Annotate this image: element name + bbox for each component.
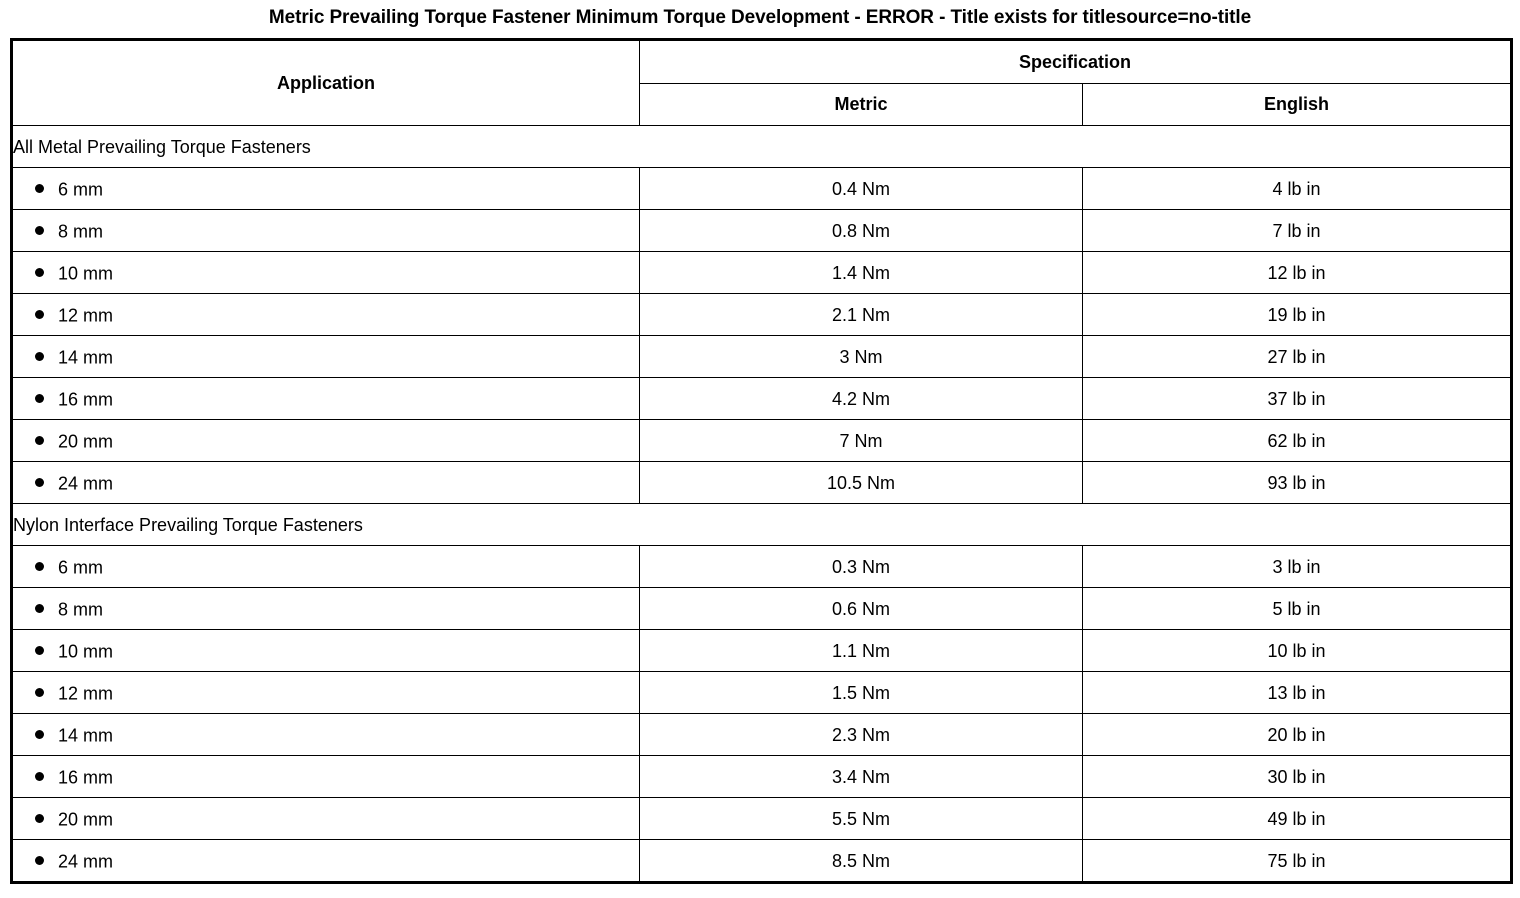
- row-application: [12, 378, 640, 420]
- row-metric-value: 7 Nm: [640, 420, 1083, 462]
- row-metric-value: 5.5 Nm: [640, 798, 1083, 840]
- table-row: [12, 840, 1512, 883]
- row-application: [12, 462, 640, 504]
- row-metric-value: 3.4 Nm: [640, 756, 1083, 798]
- bullet-icon: [35, 688, 44, 697]
- row-application-label: 24 mm: [58, 851, 114, 872]
- table-row: [12, 168, 1512, 210]
- table-row: [12, 252, 1512, 294]
- row-english-value: 7 lb in: [1083, 210, 1512, 252]
- row-english-value: 30 lb in: [1083, 756, 1512, 798]
- row-application-label: 14 mm: [58, 725, 114, 746]
- bullet-icon: [35, 646, 44, 655]
- table-row: [12, 672, 1512, 714]
- row-english-value: 4 lb in: [1083, 168, 1512, 210]
- row-application: [12, 672, 640, 714]
- row-metric-value: 0.8 Nm: [640, 210, 1083, 252]
- bullet-icon: [35, 394, 44, 403]
- row-application-label: 12 mm: [58, 305, 114, 326]
- row-application: [12, 168, 640, 210]
- table-row: [12, 294, 1512, 336]
- row-english-value: 3 lb in: [1083, 546, 1512, 588]
- table-row: [12, 336, 1512, 378]
- row-application: [12, 336, 640, 378]
- table-row: [12, 588, 1512, 630]
- table-row: [12, 378, 1512, 420]
- bullet-icon: [35, 604, 44, 613]
- table-row: [12, 630, 1512, 672]
- column-header-english: English: [1083, 83, 1512, 126]
- table-head: [12, 40, 1512, 126]
- table-group-row: [12, 126, 1512, 168]
- row-application: [12, 588, 640, 630]
- bullet-icon: [35, 226, 44, 235]
- row-english-value: 37 lb in: [1083, 378, 1512, 420]
- bullet-icon: [35, 352, 44, 361]
- row-metric-value: 0.4 Nm: [640, 168, 1083, 210]
- row-english-value: 27 lb in: [1083, 336, 1512, 378]
- column-header-metric: Metric: [640, 83, 1083, 126]
- table-row: [12, 210, 1512, 252]
- row-application-label: 6 mm: [58, 557, 103, 578]
- row-application: [12, 210, 640, 252]
- row-english-value: 20 lb in: [1083, 714, 1512, 756]
- bullet-icon: [35, 436, 44, 445]
- bullet-icon: [35, 184, 44, 193]
- row-application-label: 6 mm: [58, 179, 103, 200]
- row-application-label: 12 mm: [58, 683, 114, 704]
- row-metric-value: 1.5 Nm: [640, 672, 1083, 714]
- table-row: [12, 798, 1512, 840]
- row-metric-value: 1.1 Nm: [640, 630, 1083, 672]
- row-english-value: 93 lb in: [1083, 462, 1512, 504]
- row-metric-value: 2.1 Nm: [640, 294, 1083, 336]
- row-application-label: 8 mm: [58, 221, 103, 242]
- row-application-label: 20 mm: [58, 809, 114, 830]
- group-label-nylon-interface: Nylon Interface Prevailing Torque Fasteners: [12, 504, 1512, 546]
- column-header-specification: Specification: [640, 40, 1512, 84]
- row-application-label: 16 mm: [58, 389, 114, 410]
- row-application: [12, 840, 640, 883]
- row-application: [12, 798, 640, 840]
- row-english-value: 75 lb in: [1083, 840, 1512, 883]
- row-application-label: 14 mm: [58, 347, 114, 368]
- row-english-value: 19 lb in: [1083, 294, 1512, 336]
- row-application: [12, 756, 640, 798]
- table-header-row-1: [12, 40, 1512, 84]
- row-application-label: 10 mm: [58, 641, 114, 662]
- row-english-value: 5 lb in: [1083, 588, 1512, 630]
- row-application-label: 10 mm: [58, 263, 114, 284]
- row-english-value: 49 lb in: [1083, 798, 1512, 840]
- row-metric-value: 3 Nm: [640, 336, 1083, 378]
- row-application-label: 20 mm: [58, 431, 114, 452]
- group-label-all-metal: All Metal Prevailing Torque Fasteners: [12, 126, 1512, 168]
- row-metric-value: 0.3 Nm: [640, 546, 1083, 588]
- page-title: Metric Prevailing Torque Fastener Minimum Torque Development - ERROR - Title exists for titlesource=no-title: [268, 7, 1252, 28]
- bullet-icon: [35, 268, 44, 277]
- row-english-value: 10 lb in: [1083, 630, 1512, 672]
- table-row: [12, 756, 1512, 798]
- row-application: [12, 714, 640, 756]
- table-group-row: [12, 504, 1512, 546]
- table-row: [12, 546, 1512, 588]
- row-application-label: 16 mm: [58, 767, 114, 788]
- row-application-label: 8 mm: [58, 599, 103, 620]
- bullet-icon: [35, 772, 44, 781]
- row-metric-value: 8.5 Nm: [640, 840, 1083, 883]
- row-english-value: 12 lb in: [1083, 252, 1512, 294]
- row-application: [12, 420, 640, 462]
- row-application-label: 24 mm: [58, 473, 114, 494]
- row-application: [12, 546, 640, 588]
- row-metric-value: 4.2 Nm: [640, 378, 1083, 420]
- row-application: [12, 252, 640, 294]
- bullet-icon: [35, 478, 44, 487]
- bullet-icon: [35, 310, 44, 319]
- row-english-value: 62 lb in: [1083, 420, 1512, 462]
- table-row: [12, 462, 1512, 504]
- row-application: [12, 294, 640, 336]
- row-metric-value: 0.6 Nm: [640, 588, 1083, 630]
- row-metric-value: 10.5 Nm: [640, 462, 1083, 504]
- table-row: [12, 714, 1512, 756]
- row-application: [12, 630, 640, 672]
- row-metric-value: 2.3 Nm: [640, 714, 1083, 756]
- table-body: [12, 126, 1512, 883]
- table-row: [12, 420, 1512, 462]
- bullet-icon: [35, 562, 44, 571]
- bullet-icon: [35, 856, 44, 865]
- torque-specification-table: [10, 38, 1513, 884]
- bullet-icon: [35, 814, 44, 823]
- bullet-icon: [35, 730, 44, 739]
- row-metric-value: 1.4 Nm: [640, 252, 1083, 294]
- column-header-application: Application: [12, 40, 640, 126]
- row-english-value: 13 lb in: [1083, 672, 1512, 714]
